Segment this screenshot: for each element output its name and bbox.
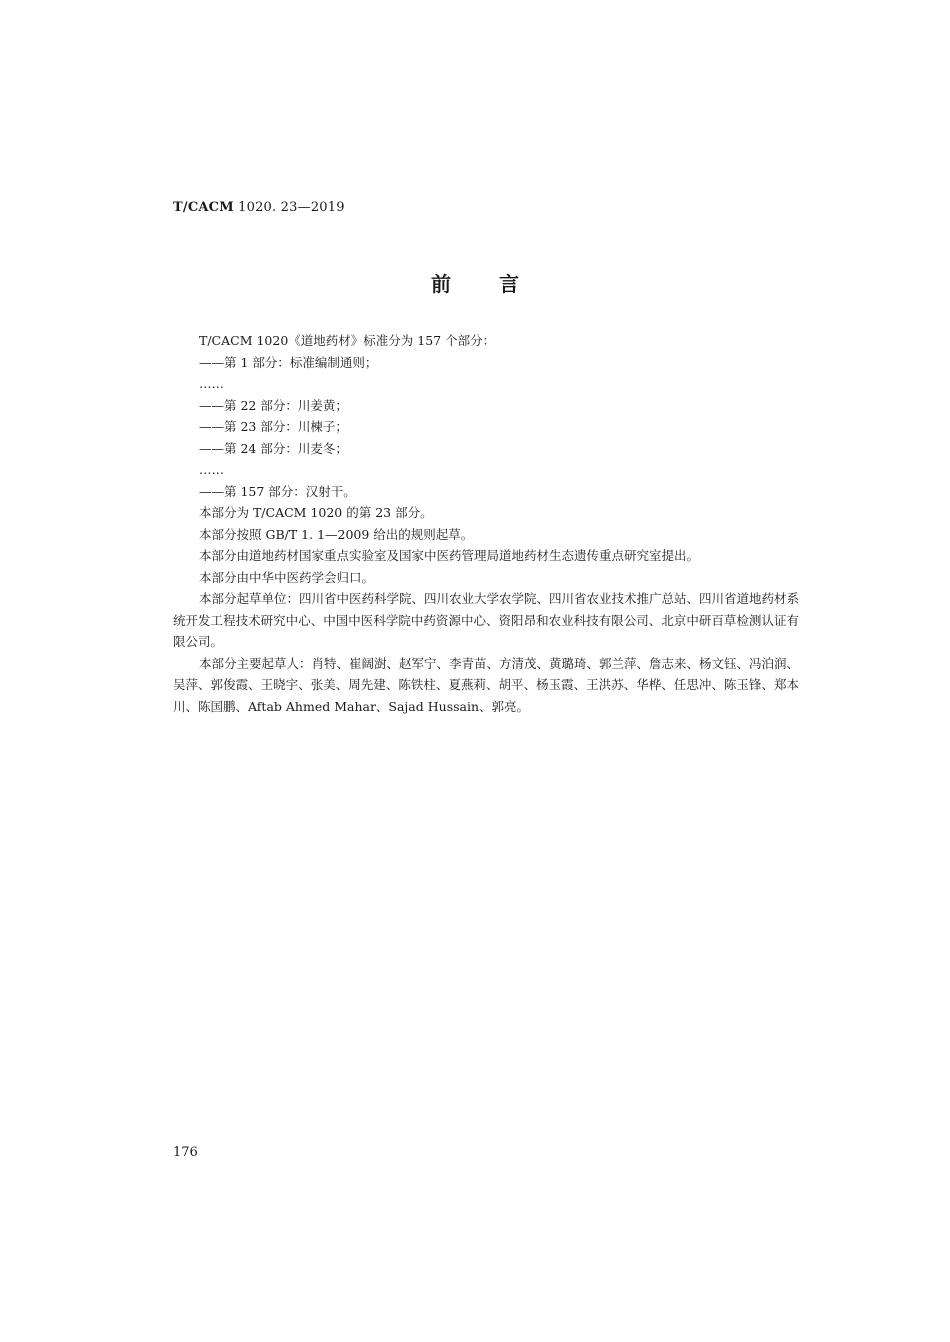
list-item: ——第 157 部分：汉射干。 — [199, 483, 356, 499]
page-number: 176 — [173, 1145, 198, 1160]
list-item: ——第 22 部分：川姜黄； — [199, 397, 348, 413]
standard-code-prefix: T/CACM — [173, 200, 234, 215]
drafting-rules-paragraph: 本部分按照 GB/T 1. 1—2009 给出的规则起草。 — [199, 526, 474, 542]
centralized-by-paragraph: 本部分由中华中医药学会归口。 — [199, 569, 375, 585]
list-item: ——第 24 部分：川麦冬； — [199, 440, 348, 456]
list-item: ——第 1 部分：标准编制通则； — [199, 354, 378, 370]
drafters-paragraph: 本部分主要起草人：肖特、崔阔澍、赵军宁、李青苗、方清茂、黄璐琦、郭兰萍、詹志来、杨文钰、冯泊润、吴萍、郭俊霞、王晓宇、张美、周先建、陈铁柱、夏燕莉、胡平、杨玉霞、王洪苏、华桦、任思冲、陈玉锋、郑本川、陈国鹏、Aftab Ahmed Mahar、Sajad Hussain、郭亮。 — [173, 655, 800, 714]
drafting-units-paragraph: 本部分起草单位：四川省中医药科学院、四川农业大学农学院、四川省农业技术推广总站、四川省道地药材系统开发工程技术研究中心、中国中医科学院中药资源中心、资阳昂和农业科技有限公司、北京中研百草检测认证有限公司。 — [173, 591, 800, 649]
page-title: 前言 — [431, 272, 567, 296]
intro-paragraph: T/CACM 1020《道地药材》标准分为 157 个部分： — [199, 333, 496, 348]
list-item: ——第 23 部分：川楝子； — [199, 419, 348, 434]
list-item: …… — [199, 376, 224, 391]
part-statement-paragraph: 本部分为 T/CACM 1020 的第 23 部分。 — [199, 505, 433, 520]
standard-code-suffix: 1020. 23—2019 — [233, 200, 345, 215]
proposed-by-paragraph: 本部分由道地药材国家重点实验室及国家中医药管理局道地药材生态遗传重点研究室提出。 — [199, 548, 700, 563]
foreword-body — [173, 330, 799, 717]
list-item: …… — [199, 462, 224, 477]
standard-code-header — [173, 200, 345, 215]
